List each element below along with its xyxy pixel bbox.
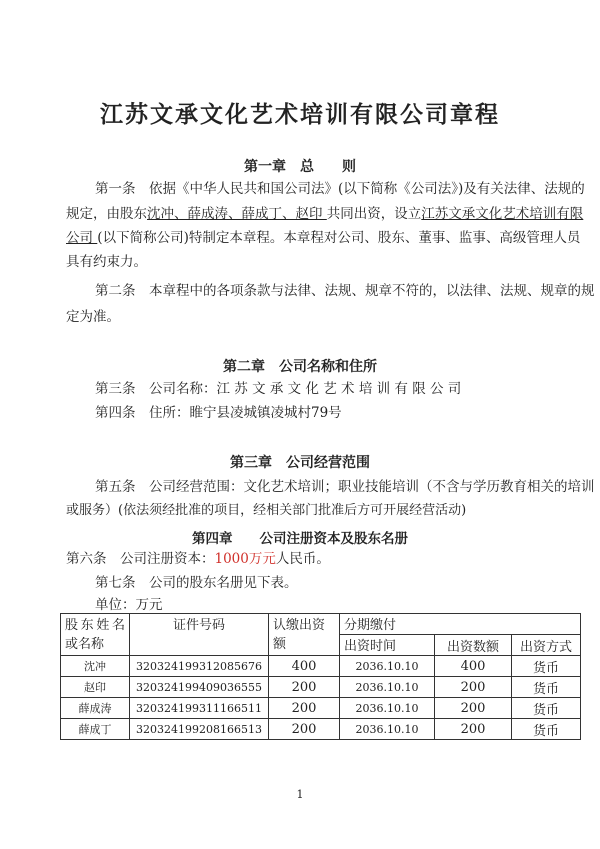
article-5-line: 或服务）(依法须经批准的项目，经相关部门批准后方可开展经营活动) [66,503,467,518]
text: 规定，由股东 [66,206,147,222]
cell-sum: 200 [435,677,512,698]
cell-sum: 200 [435,698,512,719]
document-title: 江苏文承文化艺术培训有限公司章程 [100,101,500,128]
table-row [61,719,581,740]
article-4: 第四条 住所：睢宁县凌城镇凌城村79号 [95,405,342,421]
cell-time: 2036.10.10 [340,719,435,740]
article-2-line: 第二条 本章程中的各项条款与法律、法规、规章不符的，以法律、法规、规章的规 [95,283,595,299]
cell-name: 薛成涛 [61,698,130,719]
cell-name: 赵印 [61,677,130,698]
unit-label: 单位：万元 [95,597,163,613]
page-number: 1 [296,788,304,801]
cell-time: 2036.10.10 [340,698,435,719]
cell-time: 2036.10.10 [340,656,435,677]
company-name: 江苏文承文化艺术培训有限 [421,206,584,222]
text: 共同出资，设立 [326,206,422,222]
cell-id: 320324199208166513 [130,719,269,740]
article-1-line: 第一条 依据《中华人民共和国公司法》(以下简称《公司法》)及有关法律、法规的 [95,181,585,197]
cell-time: 2036.10.10 [340,677,435,698]
table-row [61,677,581,698]
cell-sum: 400 [435,656,512,677]
cell-amount: 200 [269,719,340,740]
text: (以下简称公司)特制定本章程。本章程对公司、股东、董事、监事、高级管理人员 [97,230,581,246]
cell-name: 薛成丁 [61,719,130,740]
cell-id: 320324199312085676 [130,656,269,677]
article-3: 第三条 公司名称：江 苏 文 承 文 化 艺 术 培 训 有 限 公 司 [95,381,462,397]
article-2-line: 定为准。 [66,309,120,325]
table-row [61,698,581,719]
company-name: 公司 [66,230,98,246]
cell-method: 货币 [512,677,581,698]
header-method: 出资方式 [512,635,581,656]
table-row [61,656,581,677]
cell-name: 沈冲 [61,656,130,677]
article-5-line: 第五条 公司经营范围：文化艺术培训；职业技能培训（不含与学历教育相关的培训 [95,479,595,495]
header-installment: 分期缴付 [340,614,581,635]
header-time: 出资时间 [340,635,435,656]
chapter-3-heading: 第三章 公司经营范围 [230,455,370,471]
text: 人民币。 [275,551,330,567]
header-amount: 认缴出资额 [269,614,340,656]
article-1-line [66,205,584,223]
text: 第六条 公司注册资本： [66,551,215,567]
article-1-line: 具有约束力。 [66,254,147,270]
registered-capital: 1000万元 [214,551,276,567]
header-sum: 出资数额 [435,635,512,656]
chapter-2-heading: 第二章 公司名称和住所 [223,359,377,375]
cell-amount: 200 [269,698,340,719]
cell-method: 货币 [512,656,581,677]
article-1-line [66,229,581,247]
cell-method: 货币 [512,698,581,719]
cell-amount: 200 [269,677,340,698]
chapter-4-heading: 第四章 公司注册资本及股东名册 [192,531,408,547]
header-name: 股东姓名或名称 [61,614,130,656]
cell-method: 货币 [512,719,581,740]
header-id: 证件号码 [130,614,269,656]
cell-id: 320324199311166511 [130,698,269,719]
shareholder-table [60,613,581,740]
shareholders: 沈冲、薛成涛、薛成丁、赵印 [147,206,327,222]
article-7: 第七条 公司的股东名册见下表。 [95,575,298,591]
chapter-1-heading: 第一章 总 则 [244,159,356,175]
cell-sum: 200 [435,719,512,740]
cell-id: 320324199409036555 [130,677,269,698]
article-6 [66,550,330,568]
cell-amount: 400 [269,656,340,677]
